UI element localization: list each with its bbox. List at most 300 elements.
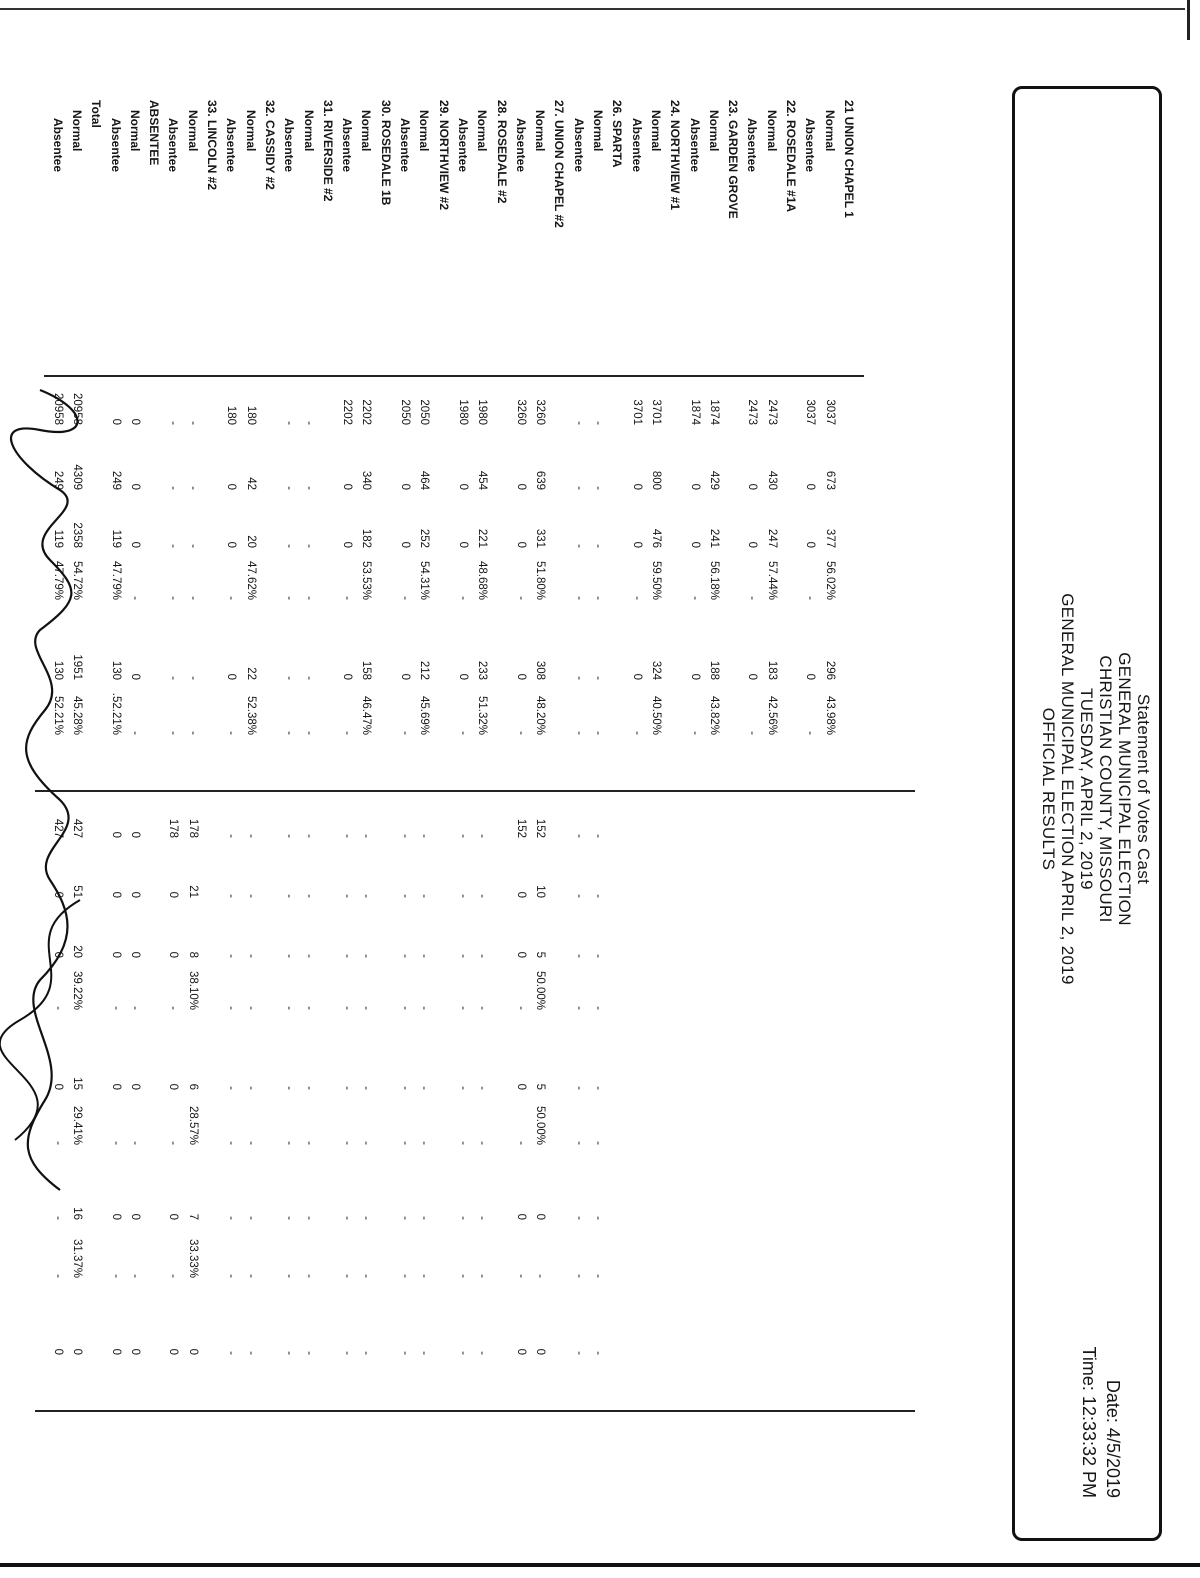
table-cell: - (302, 894, 315, 898)
table-cell: 51 (71, 885, 83, 898)
table-cell: - (418, 1141, 431, 1145)
table-cell: - (302, 596, 315, 600)
table-cell: 0 (167, 1348, 180, 1355)
table-cell: - (283, 1351, 296, 1355)
row-label: Normal (591, 110, 606, 152)
table-cell: 31.37% (71, 1238, 83, 1278)
table-cell: - (592, 596, 605, 600)
table-cell: 52.21% (51, 695, 64, 735)
table-cell: 429 (707, 470, 720, 490)
table-cell: - (341, 954, 354, 958)
label-divider-rule (44, 375, 864, 377)
table-cell: - (360, 1216, 373, 1220)
table-cell: - (186, 421, 199, 425)
table-cell: 0 (167, 1213, 180, 1220)
table-cell: 182 (360, 528, 373, 548)
table-cell: 212 (418, 660, 431, 680)
table-cell: 180 (225, 405, 238, 425)
table-cell: - (418, 1086, 431, 1090)
table-cell: - (244, 1351, 257, 1355)
row-label: Absentee (50, 118, 65, 173)
table-cell: - (302, 954, 315, 958)
table-cell: 0 (514, 1348, 527, 1355)
table-cell: - (244, 1274, 257, 1278)
table-cell: 0 (341, 541, 354, 548)
table-cell: 53.53% (360, 560, 373, 600)
table-cell: - (399, 596, 412, 600)
table-cell: 2202 (360, 399, 373, 425)
table-cell: - (572, 1141, 585, 1145)
table-cell: 0 (514, 541, 527, 548)
table-cell: 50.00% (534, 1105, 547, 1145)
table-cell: 22 (244, 667, 257, 680)
table-cell: - (109, 1274, 122, 1278)
table-cell: 158 (360, 660, 373, 680)
table-cell: 296 (823, 660, 836, 680)
table-cell: 38.10% (186, 970, 199, 1010)
table-cell: 454 (476, 470, 489, 490)
table-cell: 0 (514, 483, 527, 490)
table-cell: 48.20% (534, 695, 547, 735)
table-cell: - (572, 1086, 585, 1090)
table-cell: 0 (51, 951, 64, 958)
report-title-line-5: GENERAL MUNICIPAL ELECTION APRIL 2, 2019 (1058, 593, 1077, 985)
table-cell: - (572, 1351, 585, 1355)
table-cell: 0 (167, 891, 180, 898)
table-cell: 2202 (341, 399, 354, 425)
table-cell: 43.82% (707, 695, 720, 735)
table-cell: - (630, 596, 643, 600)
table-cell: 21 (186, 885, 199, 898)
table-cell: - (225, 731, 238, 735)
table-cell: - (302, 1141, 315, 1145)
table-cell: 0 (225, 541, 238, 548)
table-cell: 3260 (534, 399, 547, 425)
table-cell: - (283, 1006, 296, 1010)
table-cell: - (688, 596, 701, 600)
table-cell: 119 (109, 529, 122, 548)
table-cell: 48.68% (476, 560, 489, 600)
clerk-signature (0, 380, 100, 1200)
table-cell: - (283, 596, 296, 600)
table-cell: - (302, 1216, 315, 1220)
table-cell: 0 (399, 483, 412, 490)
table-cell: - (457, 1006, 469, 1010)
table-cell: - (592, 954, 605, 958)
table-cell: 427 (71, 818, 83, 838)
table-cell: - (283, 1086, 296, 1090)
table-cell: 324 (650, 660, 662, 680)
table-cell: - (360, 1141, 373, 1145)
table-cell: 51.80% (534, 560, 547, 600)
table-cell: 52.38% (244, 695, 257, 735)
table-cell: 45.69% (418, 695, 431, 735)
table-cell: - (186, 486, 199, 490)
precinct-label: 33. LINCOLN #2 (205, 100, 220, 191)
table-cell: - (457, 1086, 469, 1090)
table-cell: 7 (186, 1213, 199, 1220)
row-label: Absentee (282, 118, 297, 173)
table-cell: - (128, 1274, 141, 1278)
table-cell: .52.21% (109, 692, 122, 735)
table-cell: - (186, 676, 199, 680)
table-cell: 3701 (650, 399, 662, 425)
table-cell: - (572, 1274, 585, 1278)
table-cell: - (418, 1216, 431, 1220)
table-cell: - (302, 486, 315, 490)
row-label: Absentee (398, 118, 413, 173)
table-cell: 40.50% (650, 695, 662, 735)
row-label: Normal (185, 110, 200, 152)
table-cell: 476 (650, 528, 662, 548)
table-cell: - (51, 1216, 64, 1220)
table-cell: - (514, 1006, 527, 1010)
table-cell: 47.79% (51, 560, 64, 600)
report-header (1012, 86, 1162, 1541)
precinct-label: 26. SPARTA (610, 100, 625, 168)
table-cell: 0 (399, 541, 412, 548)
report-title-line-6: OFFICIAL RESULTS (1039, 707, 1058, 871)
table-cell: - (418, 1351, 431, 1355)
table-cell: - (476, 1006, 489, 1010)
row-label: Absentee (166, 118, 181, 173)
table-cell: - (167, 1274, 180, 1278)
table-cell: 427 (51, 818, 64, 838)
table-cell: - (341, 894, 354, 898)
table-cell: - (51, 1006, 64, 1010)
table-cell: - (399, 1274, 412, 1278)
table-cell: - (476, 954, 489, 958)
table-cell: 0 (630, 483, 643, 490)
table-cell: - (476, 1351, 489, 1355)
table-cell: 639 (534, 470, 547, 490)
table-cell: - (572, 421, 585, 425)
table-cell: - (244, 1216, 257, 1220)
table-cell: 20 (71, 945, 83, 958)
table-cell: - (341, 1006, 354, 1010)
row-label: Normal (70, 110, 84, 152)
table-cell: - (283, 676, 296, 680)
table-cell: 0 (746, 673, 759, 680)
table-cell: - (399, 1216, 412, 1220)
table-cell: - (167, 731, 180, 735)
table-cell: 1874 (707, 399, 720, 425)
table-cell: - (746, 731, 759, 735)
table-cell: 180 (244, 405, 257, 425)
table-cell: - (476, 1216, 489, 1220)
table-cell: - (186, 596, 199, 600)
table-cell: 247 (765, 528, 778, 548)
table-cell: 0 (534, 1348, 547, 1355)
table-cell: - (244, 894, 257, 898)
table-cell: 0 (109, 418, 122, 425)
table-cell: - (572, 894, 585, 898)
table-cell: - (167, 676, 180, 680)
table-cell: 1980 (457, 399, 469, 425)
table-cell: - (225, 1216, 238, 1220)
table-cell: - (592, 1274, 605, 1278)
table-cell: 252 (418, 528, 431, 548)
table-cell: - (418, 954, 431, 958)
table-cell: - (167, 1006, 180, 1010)
table-cell: - (341, 1274, 354, 1278)
table-cell: 0 (128, 1083, 141, 1090)
table-cell: 0 (804, 483, 817, 490)
table-cell: 430 (765, 470, 778, 490)
table-cell: 47.62% (244, 560, 257, 600)
table-cell: 0 (128, 1213, 141, 1220)
table-cell: - (514, 1141, 527, 1145)
table-cell: - (341, 1351, 354, 1355)
table-cell: - (592, 731, 605, 735)
table-cell: 0 (457, 673, 469, 680)
table-cell: - (186, 544, 199, 548)
table-cell: 0 (71, 1348, 83, 1355)
row-label: Absentee (456, 118, 470, 173)
table-cell: - (746, 596, 759, 600)
table-cell: - (167, 596, 180, 600)
table-cell: 0 (514, 1213, 527, 1220)
table-cell: 20 (244, 535, 257, 548)
table-cell: - (167, 421, 180, 425)
table-cell: - (572, 596, 585, 600)
table-cell: - (399, 1086, 412, 1090)
table-cell: 152 (534, 818, 547, 838)
table-cell: - (457, 1216, 469, 1220)
table-cell: - (283, 544, 296, 548)
precinct-label: 30. ROSEDALE 1B (378, 100, 393, 206)
table-cell: - (360, 894, 373, 898)
table-cell: - (225, 596, 238, 600)
table-cell: 0 (457, 483, 469, 490)
table-cell: - (592, 544, 605, 548)
table-cell: 2050 (399, 399, 412, 425)
table-cell: - (225, 1006, 238, 1010)
table-cell: - (341, 1216, 354, 1220)
row-label: Absentee (340, 118, 355, 173)
table-cell: - (572, 731, 585, 735)
table-cell: 0 (688, 541, 701, 548)
table-cell: 0 (341, 483, 354, 490)
table-cell: 0 (51, 1083, 64, 1090)
table-cell: - (572, 1006, 585, 1010)
table-cell: - (283, 421, 296, 425)
table-cell: - (341, 834, 354, 838)
table-cell: - (804, 596, 817, 600)
table-cell: - (128, 1006, 141, 1010)
table-cell: 0 (128, 418, 141, 425)
table-cell: 2358 (71, 522, 83, 548)
table-cell: - (51, 1141, 64, 1145)
table-cell: 130 (109, 660, 122, 680)
row-label: Absentee (687, 118, 702, 173)
table-cell: - (360, 1351, 373, 1355)
table-cell: 152 (514, 818, 527, 838)
table-cell: 39.22% (71, 970, 83, 1010)
table-cell: - (514, 731, 527, 735)
table-cell: 28.57% (186, 1105, 199, 1145)
table-cell: - (186, 731, 199, 735)
table-cell: - (225, 1274, 238, 1278)
table-cell: - (128, 731, 141, 735)
table-cell: 0 (51, 1348, 64, 1355)
table-cell: 0 (804, 673, 817, 680)
table-cell: 10 (534, 885, 547, 898)
table-cell: 0 (109, 831, 122, 838)
precinct-label: 28. ROSEDALE #2 (494, 100, 509, 204)
table-cell: - (457, 834, 469, 838)
table-cell: 241 (707, 528, 720, 548)
table-cell: 0 (630, 673, 643, 680)
table-cell: 3701 (630, 399, 643, 425)
table-cell: - (514, 1274, 527, 1278)
table-cell: 377 (823, 528, 836, 548)
row-label: Normal (301, 110, 316, 152)
table-cell: - (225, 1351, 238, 1355)
table-cell: 0 (109, 1083, 122, 1090)
precinct-label: 31. RIVERSIDE #2 (320, 100, 335, 202)
table-cell: - (360, 1274, 373, 1278)
table-cell: 0 (746, 483, 759, 490)
table-cell: 0 (128, 673, 141, 680)
table-cell: 0 (109, 891, 122, 898)
table-cell: 119 (51, 529, 64, 548)
table-cell: - (302, 834, 315, 838)
table-cell: 4309 (71, 464, 83, 490)
table-cell: 6 (186, 1083, 199, 1090)
table-cell: 183 (765, 660, 778, 680)
table-cell: - (341, 1141, 354, 1145)
table-cell: - (572, 544, 585, 548)
table-cell: 221 (476, 528, 489, 548)
table-cell: - (399, 894, 412, 898)
table-cell: - (302, 731, 315, 735)
table-cell: - (592, 894, 605, 898)
table-cell: - (476, 1141, 489, 1145)
table-cell: - (572, 1216, 585, 1220)
table-cell: - (109, 1141, 122, 1145)
table-cell: - (418, 1274, 431, 1278)
table-cell: - (592, 1351, 605, 1355)
row-label: Normal (533, 110, 548, 152)
table-cell: 0 (457, 541, 469, 548)
table-cell: - (457, 1351, 469, 1355)
table-cell: - (341, 731, 354, 735)
table-cell: - (360, 954, 373, 958)
table-cell: 0 (341, 673, 354, 680)
row-label: Normal (764, 110, 779, 152)
table-cell: - (302, 676, 315, 680)
table-cell: - (244, 1006, 257, 1010)
table-cell: 0 (109, 1348, 122, 1355)
table-cell: - (244, 834, 257, 838)
row-label: Absentee (108, 118, 123, 173)
report-time: Time: 12:33:32 PM (1079, 1346, 1099, 1498)
table-cell: 0 (109, 951, 122, 958)
table-cell: - (283, 954, 296, 958)
table-cell: - (51, 1274, 64, 1278)
table-cell: - (476, 834, 489, 838)
table-cell: - (283, 1274, 296, 1278)
table-cell: - (244, 1141, 257, 1145)
table-cell: - (360, 1006, 373, 1010)
table-cell: - (302, 421, 315, 425)
table-cell: 331 (534, 528, 547, 548)
table-cell: - (225, 954, 238, 958)
table-cell: - (476, 1274, 489, 1278)
table-cell: - (592, 421, 605, 425)
table-cell: 46.47% (360, 695, 373, 735)
row-label: Normal (706, 110, 721, 152)
table-cell: 29.41% (71, 1105, 83, 1145)
precinct-label: ABSENTEE (147, 100, 162, 166)
table-cell: 45.28% (71, 695, 83, 735)
table-cell: 249 (51, 470, 64, 490)
row-label: Absentee (803, 118, 818, 173)
table-cell: - (592, 834, 605, 838)
table-cell: - (225, 1086, 238, 1090)
table-cell: 1980 (476, 399, 489, 425)
table-cell: 0 (128, 483, 141, 490)
table-cell: - (399, 1351, 412, 1355)
table-cell: 0 (128, 541, 141, 548)
table-cell: 0 (514, 1083, 527, 1090)
table-cell: - (572, 486, 585, 490)
table-cell: - (302, 1351, 315, 1355)
table-cell: - (283, 894, 296, 898)
row-label: Normal (243, 110, 258, 152)
row-label: Normal (649, 110, 663, 152)
table-cell: 2473 (746, 399, 759, 425)
table-cell: - (283, 731, 296, 735)
row-label: Normal (822, 110, 837, 152)
table-cell: - (399, 834, 412, 838)
table-cell: - (399, 731, 412, 735)
table-cell: - (244, 1086, 257, 1090)
table-cell: 0 (51, 891, 64, 898)
row-label: Absentee (571, 118, 586, 173)
table-cell: 0 (688, 673, 701, 680)
table-cell: 0 (128, 891, 141, 898)
table-cell: - (572, 954, 585, 958)
precinct-label: 24. NORTHVIEW #1 (668, 100, 683, 211)
table-cell: 0 (630, 541, 643, 548)
row-label: Absentee (629, 118, 644, 173)
table-cell: - (244, 954, 257, 958)
table-cell: - (302, 1274, 315, 1278)
table-cell: - (592, 1216, 605, 1220)
precinct-label: 21 UNION CHAPEL 1 (842, 100, 856, 218)
table-cell: - (302, 544, 315, 548)
table-cell: 178 (167, 818, 180, 838)
table-cell: 57.44% (765, 560, 778, 600)
table-cell: 249 (109, 470, 122, 490)
table-cell: - (128, 1141, 141, 1145)
row-label: Absentee (224, 118, 239, 173)
table-cell: 47.79% (109, 560, 122, 600)
table-cell: 15 (71, 1077, 83, 1090)
table-cell: 188 (707, 660, 720, 680)
table-cell: 0 (167, 1083, 180, 1090)
table-cell: - (167, 1141, 180, 1145)
precinct-label: 32. CASSIDY #2 (263, 100, 277, 190)
table-cell: 0 (128, 951, 141, 958)
row-label: Absentee (745, 118, 760, 173)
table-cell: - (418, 1006, 431, 1010)
table-cell: - (418, 894, 431, 898)
table-cell: 3260 (514, 399, 527, 425)
table-cell: 42 (244, 477, 257, 490)
